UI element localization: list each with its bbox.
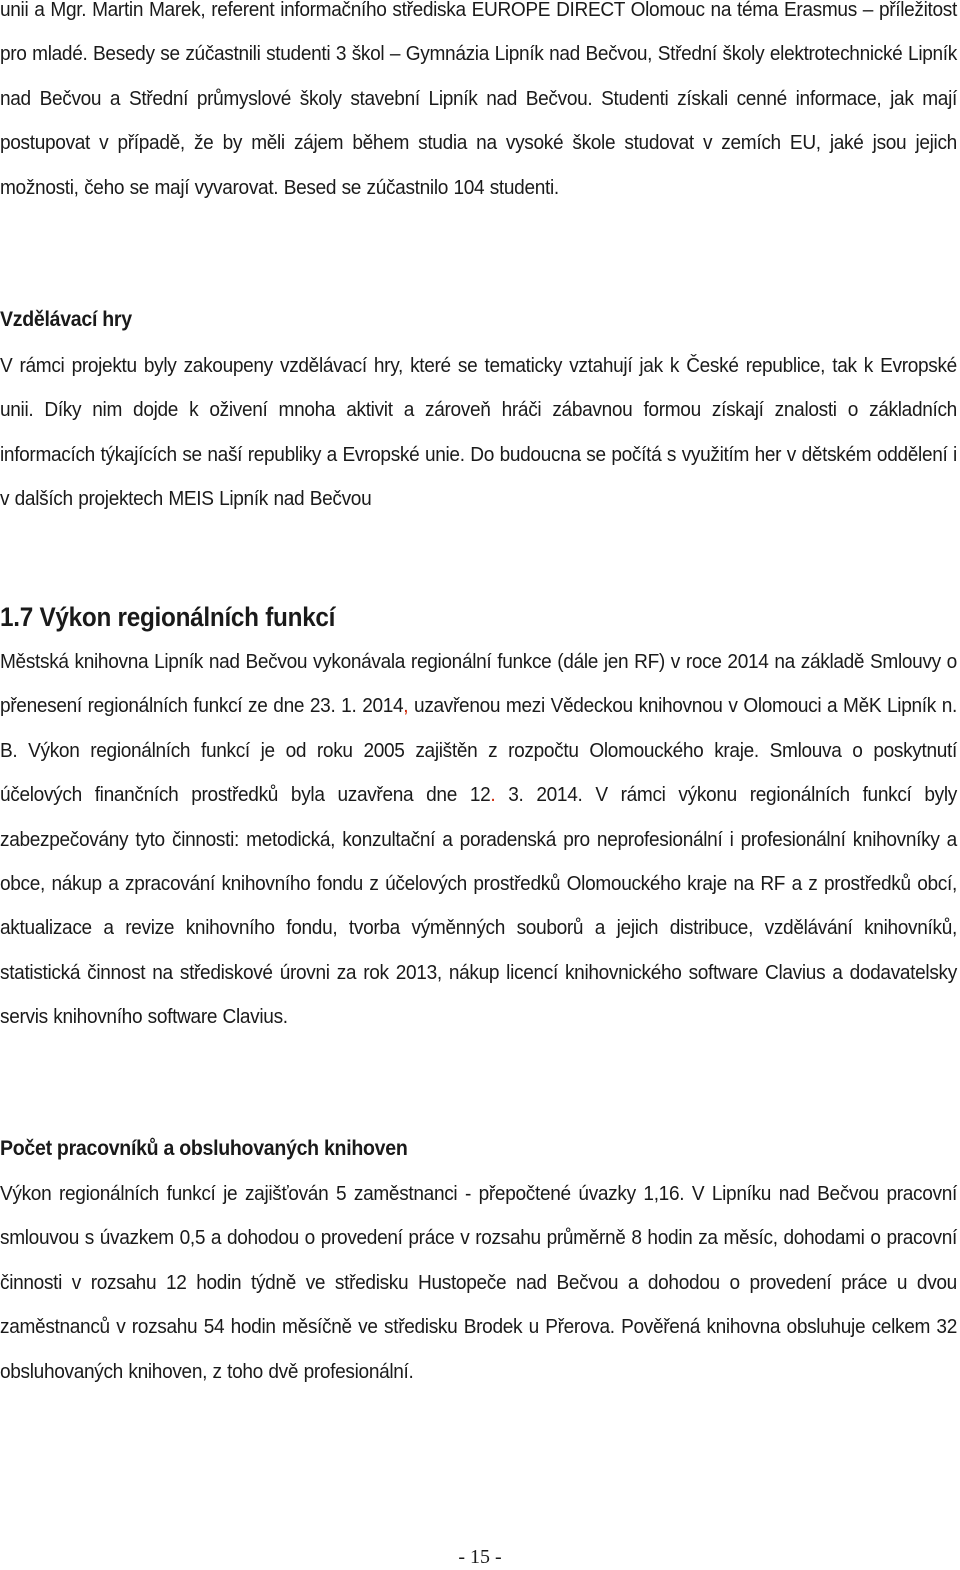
staff-paragraph: Výkon regionálních funkcí je zajišťován 5 zaměstnanci - přepočtené úvazky 1,16. V Lipníku nad Bečvou pracovní smlouvou s úvazkem 0,5 a dohodou o provedení práce v rozsahu průměrně 8 hodin za měsíc, dohodami o pracovní činnosti v rozsahu 12 hodin týdně ve středisku Hustopeče nad Bečvou a dohodou o provedení práce u dvou zaměstnanců v rozsahu 54 hodin měsíčně ve středisku Brodek u Přerova. Pověřená knihovna obsluhuje celkem 32 obsluhovaných knihoven, z toho dvě profesionální. <box>0 1182 957 1383</box>
regional-text-part-2: uzavřenou mezi Vědeckou knihovnou v Olomouci a MěK Lipník n. B. Výkon regionálních funkcí je od roku 2005 zajištěn z rozpočtu Olomouckého kraje. Smlouva o poskytnutí účelových finančních prostředků byla uzavřena dne 12 <box>0 694 957 807</box>
section-heading: 1.7 Výkon regionálních funkcí <box>0 602 336 632</box>
intro-paragraph: unii a Mgr. Martin Marek, referent informačního střediska EUROPE DIRECT Olomouc na téma Erasmus – příležitost pro mladé. Besedy se zúčastnili studenti 3 škol – Gymnázia Lipník nad Bečvou, Střední školy elektrotechnické Lipník nad Bečvou a Střední průmyslové školy stavební Lipník nad Bečvou. Studenti získali cenné informace, jak mají postupovat v případě, že by měli zájem během studia na vysoké škole studovat v zemích EU, jaké jsou jejich možnosti, čeho se mají vyvarovat. Besed se zúčastnilo 104 studenti. <box>0 0 957 199</box>
staff-heading: Počet pracovníků a obsluhovaných knihoven <box>0 1137 408 1160</box>
regional-text-part-3: 3. 2014. V rámci výkonu regionálních funkcí byly zabezpečovány tyto činnosti: metodická, konzultační a poradenská pro neprofesionální i profesionální knihovníky a obce, nákup a zpracování knihovního fondu z účelových prostředků Olomouckého kraje na RF a z prostředků obcí, aktualizace a revize knihovního fondu, tvorba výměnných souborů a jejich distribuce, vzdělávání knihovníků, statistická činnost na střediskové úrovni za rok 2013, nákup licencí knihovnického software Clavius a dodavatelsky servis knihovního software Clavius. <box>0 783 957 1029</box>
games-heading: Vzdělávací hry <box>0 308 132 331</box>
red-comma: , <box>403 694 409 718</box>
page-number: - 15 - <box>458 1546 502 1568</box>
regional-functions-paragraph <box>0 640 957 1040</box>
regional-text-part-1: Městská knihovna Lipník nad Bečvou vykonávala regionální funkce (dále jen RF) v roce 2014 na základě Smlouvy o přenesení regionálních funkcí ze dne 23. 1. 2014 <box>0 650 957 718</box>
games-paragraph: V rámci projektu byly zakoupeny vzdělávací hry, které se tematicky vztahují jak k České republice, tak k Evropské unii. Díky nim dojde k oživení mnoha aktivit a zároveň hráči zábavnou formou získají znalosti o základních informacích týkajících se naší republiky a Evropské unie. Do budoucna se počítá s využitím her v dětském oddělení i v dalších projektech MEIS Lipník nad Bečvou <box>0 354 957 511</box>
red-dot: . <box>490 783 496 807</box>
